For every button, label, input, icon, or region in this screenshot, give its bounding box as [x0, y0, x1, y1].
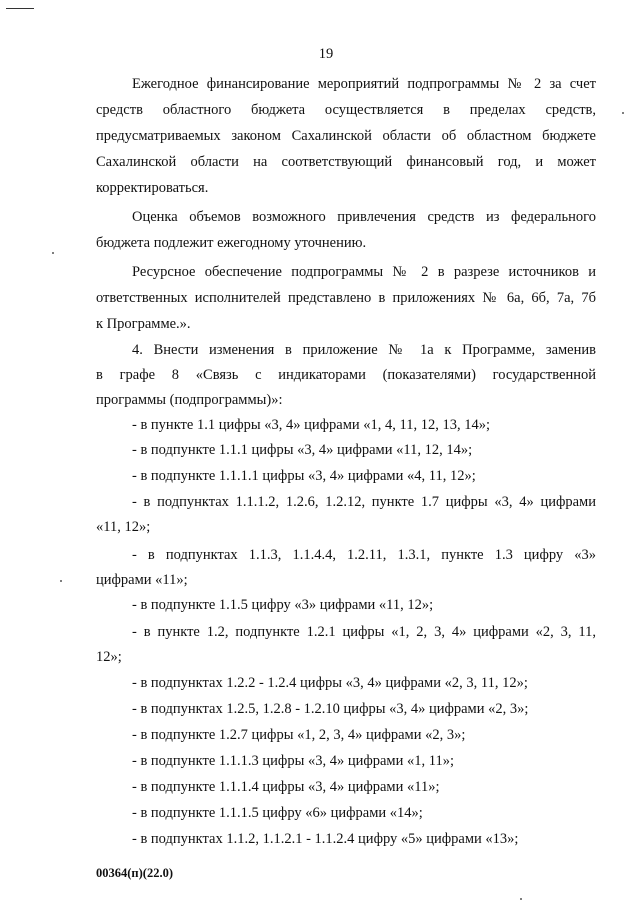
list-item: - в пункте 1.2, подпункте 1.2.1 цифры «1, 2, 3, 4» цифрами «2, 3, 11, — [132, 624, 596, 640]
text-line: средств областного бюджета осуществляется в пределах средств, — [96, 102, 596, 118]
list-item: - в подпункте 1.1.1.4 цифры «3, 4» цифрами «11»; — [132, 779, 440, 795]
page-number: 19 — [318, 46, 334, 62]
list-item: - в подпункте 1.2.7 цифры «1, 2, 3, 4» цифрами «2, 3»; — [132, 727, 466, 743]
list-item-continuation: цифрами «11»; — [96, 572, 188, 588]
scan-corner-mark — [6, 8, 34, 9]
text-line: бюджета подлежит ежегодному уточнению. — [96, 235, 367, 251]
scan-speck — [52, 252, 54, 254]
document-code: 00364(п)(22.0) — [96, 866, 173, 880]
list-item: - в пункте 1.1 цифры «3, 4» цифрами «1, 4, 11, 12, 13, 14»; — [132, 417, 491, 433]
list-item: - в подпункте 1.1.1.1 цифры «3, 4» цифрами «4, 11, 12»; — [132, 468, 476, 484]
list-item: - в подпунктах 1.1.3, 1.1.4.4, 1.2.11, 1.3.1, пункте 1.3 цифру «3» — [132, 547, 596, 563]
list-item: - в подпунктах 1.2.5, 1.2.8 - 1.2.10 цифры «3, 4» цифрами «2, 3»; — [132, 701, 529, 717]
text-line: Ресурсное обеспечение подпрограммы № 2 в разрезе источников и — [132, 264, 596, 280]
list-item: - в подпунктах 1.1.1.2, 1.2.6, 1.2.12, пункте 1.7 цифры «3, 4» цифрами — [132, 494, 596, 510]
list-item-continuation: 12»; — [96, 649, 122, 665]
scan-speck — [520, 898, 522, 900]
scan-speck — [60, 580, 62, 582]
text-line: к Программе.». — [96, 316, 191, 332]
text-line: 4. Внести изменения в приложение № 1а к Программе, заменив — [132, 342, 596, 358]
text-line: Оценка объемов возможного привлечения средств из федерального — [132, 209, 596, 225]
text-line: в графе 8 «Связь с индикаторами (показателями) государственной — [96, 367, 596, 383]
text-line: ответственных исполнителей представлено в приложениях № 6а, 6б, 7а, 7б — [96, 290, 596, 306]
list-item: - в подпунктах 1.2.2 - 1.2.4 цифры «3, 4» цифрами «2, 3, 11, 12»; — [132, 675, 528, 691]
text-line: Ежегодное финансирование мероприятий подпрограммы № 2 за счет — [132, 76, 596, 92]
text-line: корректироваться. — [96, 180, 209, 196]
text-line: программы (подпрограммы)»: — [96, 392, 283, 408]
list-item: - в подпункте 1.1.1 цифры «3, 4» цифрами «11, 12, 14»; — [132, 442, 473, 458]
list-item: - в подпунктах 1.1.2, 1.1.2.1 - 1.1.2.4 цифру «5» цифрами «13»; — [132, 831, 519, 847]
list-item-continuation: «11, 12»; — [96, 519, 151, 535]
list-item: - в подпункте 1.1.1.3 цифры «3, 4» цифрами «1, 11»; — [132, 753, 454, 769]
text-line: Сахалинской области на соответствующий финансовый год, и может — [96, 154, 596, 170]
list-item: - в подпункте 1.1.1.5 цифру «6» цифрами «14»; — [132, 805, 423, 821]
list-item: - в подпункте 1.1.5 цифру «3» цифрами «11, 12»; — [132, 597, 434, 613]
text-line: предусматриваемых законом Сахалинской области об областном бюджете — [96, 128, 596, 144]
scan-speck — [622, 112, 624, 114]
